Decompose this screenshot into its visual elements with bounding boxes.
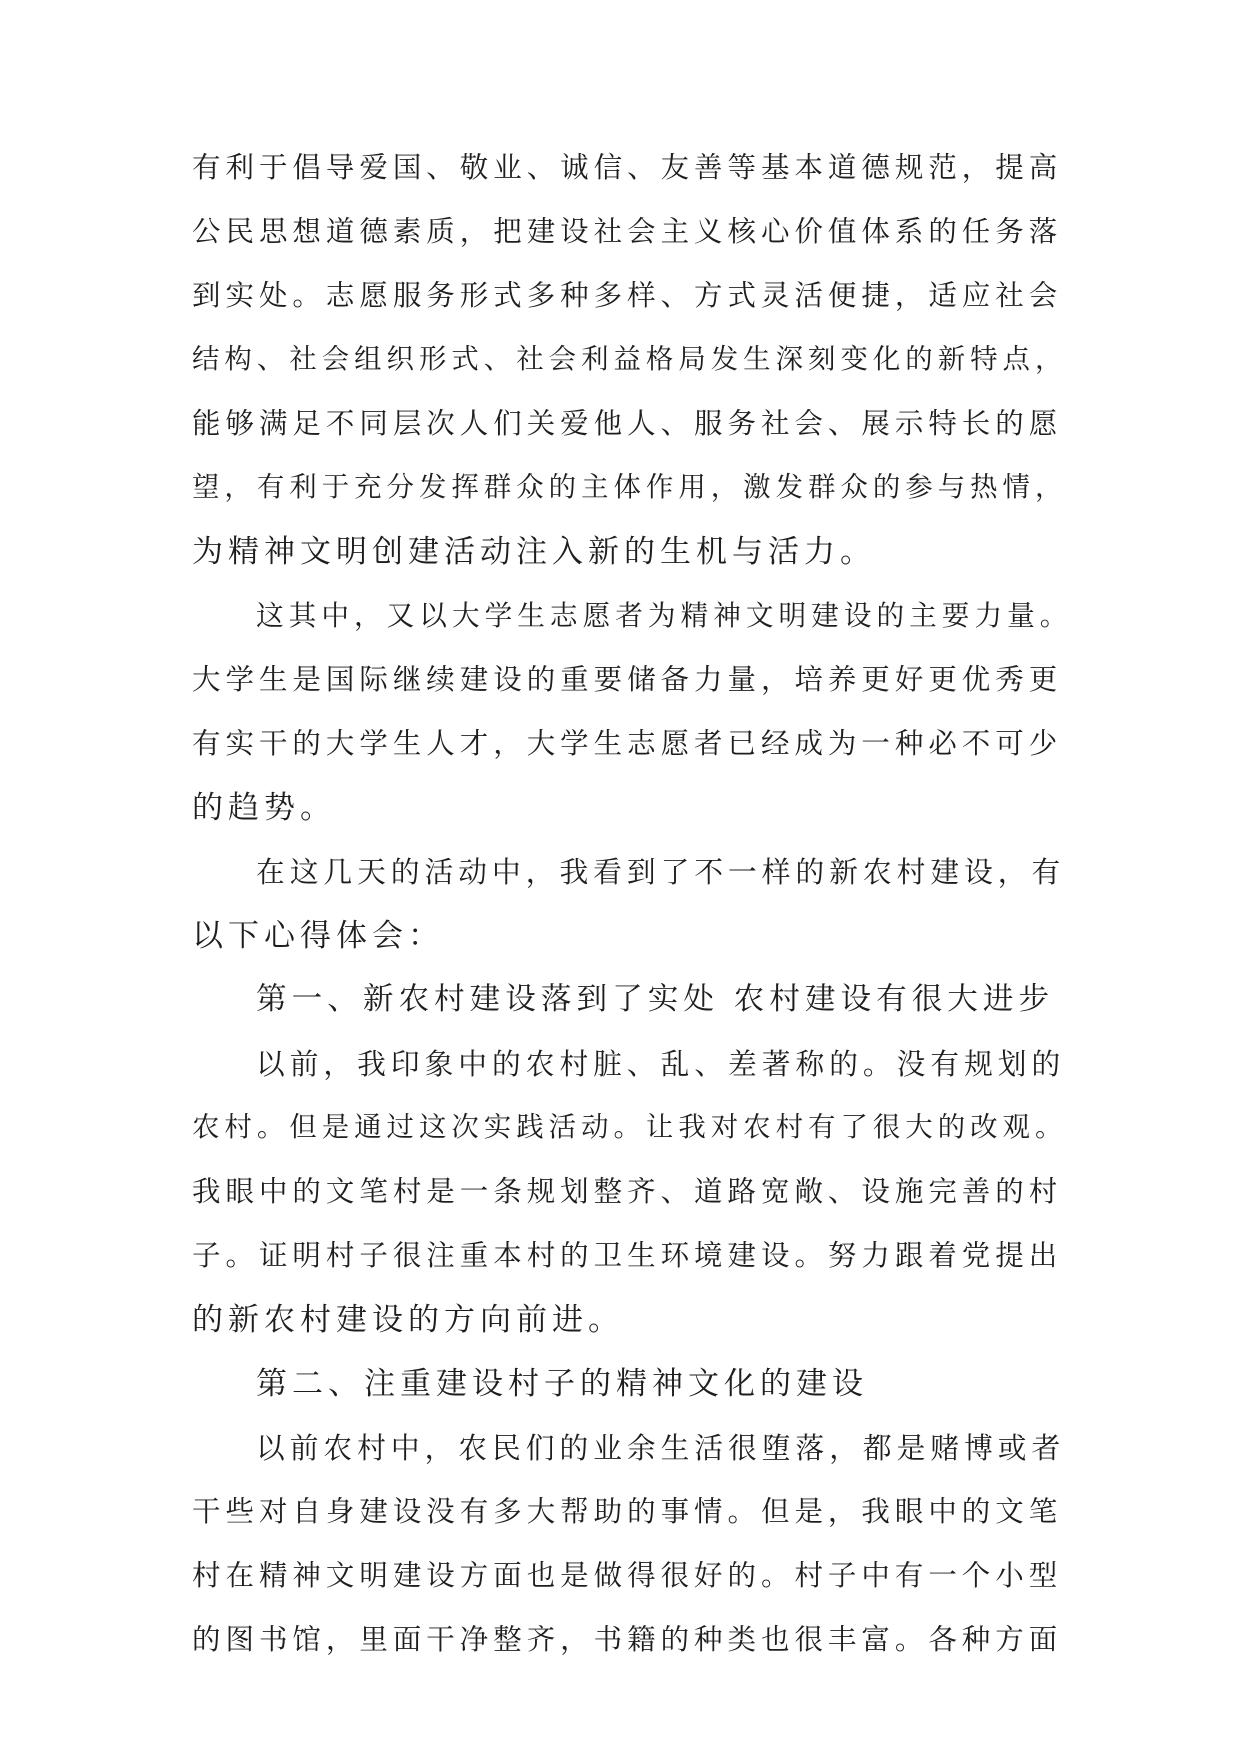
text-line: 子。证明村子很注重本村的卫生环境建设。努力跟着党提出 [192,1239,1063,1272]
text-line: 干些对自身建设没有多大帮助的事情。但是，我眼中的文笔 [192,1495,1063,1528]
document-body [192,136,1073,1672]
text-line: 为精神文明创建活动注入新的生机与活力。 [192,534,876,570]
text-line: 能够满足不同层次人们关爱他人、服务社会、展示特长的愿 [192,407,1063,440]
text-line: 以下心得体会： [192,918,444,954]
text-line: 我眼中的文笔村是一条规划整齐、道路宽敞、设施完善的村 [192,1175,1063,1208]
paragraph-first-line: 这其中，又以大学生志愿者为精神文明建设的主要力量。 [256,599,1073,632]
text-line: 望，有利于充分发挥群众的主体作用，激发群众的参与热情， [192,472,1068,503]
text-line: 公民思想道德素质，把建设社会主义核心价值体系的任务落 [192,215,1063,248]
text-line: 的新农村建设的方向前进。 [192,1302,624,1338]
text-line: 到实处。志愿服务形式多种多样、方式灵活便捷，适应社会 [192,279,1063,312]
paragraph-first-line: 以前农村中，农民们的业余生活很堕落，都是赌博或者 [256,1431,1066,1465]
paragraph-first-line: 以前，我印象中的农村脏、乱、差著称的。没有规划的 [256,1047,1066,1081]
text-line: 的趋势。 [192,790,336,826]
text-line: 结构、社会组织形式、社会利益格局发生深刻变化的新特点， [192,344,1068,375]
text-line: 有利于倡导爱国、敬业、诚信、友善等基本道德规范，提高 [192,151,1063,184]
text-line: 农村。但是通过这次实践活动。让我对农村有了很大的改观。 [192,1112,1068,1143]
text-line: 村在精神文明建设方面也是做得很好的。村子中有一个小型 [192,1559,1063,1592]
section-heading-2: 第二、注重建设村子的精神文化的建设 [256,1366,868,1402]
text-line: 有实干的大学生人才，大学生志愿者已经成为一种必不可少 [192,727,1063,760]
section-heading-1: 第一、新农村建设落到了实处 农村建设有很大进步 [256,982,1055,1017]
paragraph-first-line: 在这几天的活动中，我看到了不一样的新农村建设，有 [256,855,1066,889]
text-line: 的图书馆，里面干净整齐，书籍的种类也很丰富。各种方面 [192,1623,1063,1656]
text-line: 大学生是国际继续建设的重要储备力量，培养更好更优秀更 [192,663,1063,696]
